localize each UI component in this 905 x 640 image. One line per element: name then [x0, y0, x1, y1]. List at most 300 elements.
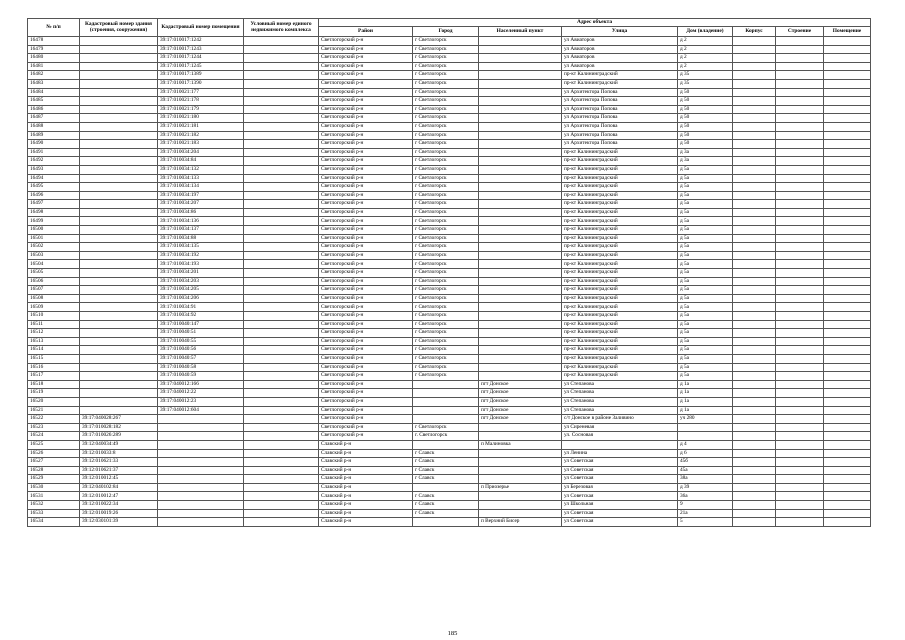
table-cell	[158, 501, 244, 510]
table-cell	[479, 88, 562, 97]
table-cell	[244, 243, 319, 252]
table-cell	[158, 483, 244, 492]
table-cell	[158, 458, 244, 467]
table-cell	[479, 71, 562, 80]
table-cell	[479, 122, 562, 131]
table-row	[28, 269, 871, 278]
table-cell: 39:17:010034:88	[158, 234, 244, 243]
table-cell	[479, 200, 562, 209]
table-cell: д 5а	[678, 174, 733, 183]
table-cell: ул. Сосновая	[562, 432, 678, 441]
table-cell: пр-кт Калининградский	[562, 157, 678, 166]
table-cell	[824, 114, 871, 123]
table-cell	[776, 105, 824, 114]
table-cell	[244, 286, 319, 295]
table-cell	[244, 45, 319, 54]
table-cell: г Светлогорск	[413, 303, 479, 312]
table-cell: Светлогорский р-н	[319, 37, 413, 46]
table-row	[28, 277, 871, 286]
table-cell	[776, 492, 824, 501]
table-cell	[824, 380, 871, 389]
table-cell: г Светлогорск	[413, 174, 479, 183]
table-cell	[824, 97, 871, 106]
table-cell	[733, 54, 776, 63]
table-cell: 39:17:010034:133	[158, 174, 244, 183]
table-cell	[158, 509, 244, 518]
table-cell: пр-кт Калининградский	[562, 200, 678, 209]
table-cell	[244, 492, 319, 501]
table-cell	[479, 277, 562, 286]
table-cell	[733, 226, 776, 235]
table-cell	[80, 174, 158, 183]
table-cell: д 35	[678, 71, 733, 80]
table-cell: Светлогорский р-н	[319, 191, 413, 200]
table-cell: 16508	[28, 294, 80, 303]
table-cell	[824, 346, 871, 355]
table-cell	[733, 320, 776, 329]
table-cell	[824, 79, 871, 88]
table-cell	[824, 397, 871, 406]
table-cell: ул Архитектора Попова	[562, 88, 678, 97]
table-cell: Светлогорский р-н	[319, 363, 413, 372]
table-cell: Светлогорский р-н	[319, 294, 413, 303]
table-cell	[824, 234, 871, 243]
table-cell	[776, 509, 824, 518]
table-cell	[80, 148, 158, 157]
table-cell	[80, 226, 158, 235]
table-cell: 39:17:010040:56	[158, 346, 244, 355]
table-cell: 39:17:040012:23	[158, 397, 244, 406]
table-cell	[244, 200, 319, 209]
table-cell: ул Архитектора Попова	[562, 131, 678, 140]
table-cell	[824, 423, 871, 432]
table-cell: г Славск	[413, 466, 479, 475]
col-district: Район	[319, 27, 413, 37]
table-cell: г Светлогорск	[413, 294, 479, 303]
table-cell	[733, 174, 776, 183]
table-row	[28, 329, 871, 338]
table-row	[28, 234, 871, 243]
table-cell: 16492	[28, 157, 80, 166]
table-cell	[80, 37, 158, 46]
table-cell: г Светлогорск	[413, 269, 479, 278]
table-cell	[776, 234, 824, 243]
table-cell	[733, 475, 776, 484]
table-cell: 16506	[28, 277, 80, 286]
table-cell: ул Советская	[562, 458, 678, 467]
table-cell	[479, 501, 562, 510]
table-cell: ул Архитектора Попова	[562, 105, 678, 114]
table-cell: 16478	[28, 37, 80, 46]
table-cell: 39:12:010012:47	[80, 492, 158, 501]
table-cell: г Светлогорск	[413, 286, 479, 295]
table-cell	[413, 415, 479, 424]
table-cell	[733, 389, 776, 398]
table-cell: пр-кт Калининградский	[562, 217, 678, 226]
table-row	[28, 406, 871, 415]
table-cell	[413, 406, 479, 415]
table-cell	[244, 389, 319, 398]
table-cell: д 2	[678, 37, 733, 46]
table-cell	[824, 518, 871, 527]
table-cell: г Светлогорск	[413, 37, 479, 46]
col-settlement: Населенный пункт	[479, 27, 562, 37]
table-cell: 16505	[28, 269, 80, 278]
table-cell: 39:17:010017:1243	[158, 45, 244, 54]
table-cell	[479, 148, 562, 157]
table-cell	[733, 415, 776, 424]
table-cell: ул Советская	[562, 475, 678, 484]
table-cell	[824, 337, 871, 346]
table-cell: ул Авиаторов	[562, 37, 678, 46]
table-cell: д 5а	[678, 329, 733, 338]
table-cell	[824, 191, 871, 200]
table-cell: ул Школьная	[562, 501, 678, 510]
table-cell: г Светлогорск	[413, 191, 479, 200]
table-row	[28, 208, 871, 217]
table-cell: г Светлогорск	[413, 97, 479, 106]
table-cell	[80, 183, 158, 192]
table-cell	[413, 483, 479, 492]
col-city: Город	[413, 27, 479, 37]
table-cell	[776, 79, 824, 88]
table-cell: Славский р-н	[319, 475, 413, 484]
table-cell	[824, 148, 871, 157]
col-address-group: Адрес объекта	[319, 19, 871, 27]
table-cell	[824, 269, 871, 278]
table-cell: Светлогорский р-н	[319, 122, 413, 131]
table-cell: 39:17:010040:51	[158, 329, 244, 338]
table-cell	[244, 397, 319, 406]
table-cell: 16507	[28, 286, 80, 295]
table-cell	[824, 449, 871, 458]
table-cell	[824, 492, 871, 501]
table-cell: Светлогорский р-н	[319, 251, 413, 260]
page-number: 185	[447, 630, 458, 637]
table-cell	[244, 122, 319, 131]
table-cell	[824, 251, 871, 260]
table-cell	[244, 131, 319, 140]
table-cell	[824, 432, 871, 441]
table-cell	[80, 363, 158, 372]
table-cell: г Светлогорск	[413, 251, 479, 260]
col-korpus: Корпус	[733, 27, 776, 37]
table-cell: г Светлогорск	[413, 329, 479, 338]
table-cell	[776, 354, 824, 363]
col-street: Улица	[562, 27, 678, 37]
table-cell	[244, 329, 319, 338]
table-cell	[479, 234, 562, 243]
table-cell: 39:17:010034:206	[158, 294, 244, 303]
table-cell	[479, 140, 562, 149]
table-cell: Светлогорский р-н	[319, 337, 413, 346]
table-cell	[244, 312, 319, 321]
table-cell	[80, 397, 158, 406]
table-cell	[479, 183, 562, 192]
table-cell	[413, 389, 479, 398]
table-cell: пр-кт Калининградский	[562, 71, 678, 80]
table-cell	[824, 37, 871, 46]
table-cell: пр-кт Калининградский	[562, 312, 678, 321]
table-cell: д 1а	[678, 389, 733, 398]
table-cell: д 5а	[678, 346, 733, 355]
table-cell: д 5а	[678, 260, 733, 269]
table-cell: 5	[678, 518, 733, 527]
table-cell: 39:17:010034:136	[158, 217, 244, 226]
table-cell: Светлогорский р-н	[319, 105, 413, 114]
table-cell: пгт Донское	[479, 415, 562, 424]
table-row	[28, 501, 871, 510]
table-cell: 36а	[678, 492, 733, 501]
table-cell	[733, 363, 776, 372]
table-cell: 39:17:040012:22	[158, 389, 244, 398]
table-cell: Светлогорский р-н	[319, 415, 413, 424]
table-cell	[776, 458, 824, 467]
table-cell	[776, 122, 824, 131]
table-cell	[80, 389, 158, 398]
table-cell	[733, 114, 776, 123]
table-cell: Светлогорский р-н	[319, 131, 413, 140]
table-cell	[776, 363, 824, 372]
table-cell: г Светлогорск	[413, 243, 479, 252]
table-cell	[733, 423, 776, 432]
table-cell: 16526	[28, 449, 80, 458]
table-cell: д 3а	[678, 148, 733, 157]
table-cell: г Светлогорск	[413, 71, 479, 80]
table-cell: 16504	[28, 260, 80, 269]
table-cell: Светлогорский р-н	[319, 329, 413, 338]
table-cell: 39:17:010021:178	[158, 97, 244, 106]
table-row	[28, 243, 871, 252]
table-cell: 39:12:030101:39	[80, 518, 158, 527]
table-cell: 39:17:010034:132	[158, 165, 244, 174]
table-cell	[479, 37, 562, 46]
table-cell: г Светлогорск	[413, 234, 479, 243]
table-cell: 16516	[28, 363, 80, 372]
table-row	[28, 303, 871, 312]
table-cell	[776, 148, 824, 157]
table-row	[28, 71, 871, 80]
table-cell	[244, 415, 319, 424]
table-cell: 45б	[678, 458, 733, 467]
table-row	[28, 97, 871, 106]
table-row	[28, 475, 871, 484]
table-cell	[479, 363, 562, 372]
table-cell: д 2	[678, 45, 733, 54]
table-cell: Славский р-н	[319, 449, 413, 458]
table-cell	[776, 518, 824, 527]
table-cell	[733, 406, 776, 415]
table-cell: пгт Донское	[479, 397, 562, 406]
table-cell: Светлогорский р-н	[319, 286, 413, 295]
table-cell	[733, 157, 776, 166]
table-cell	[244, 114, 319, 123]
table-cell	[678, 423, 733, 432]
table-cell	[824, 354, 871, 363]
table-cell	[733, 105, 776, 114]
table-cell	[776, 449, 824, 458]
table-cell: д 50	[678, 97, 733, 106]
table-cell: 16522	[28, 415, 80, 424]
table-cell	[776, 389, 824, 398]
table-cell: г Светлогорск	[413, 140, 479, 149]
table-cell: пр-кт Калининградский	[562, 174, 678, 183]
table-cell	[733, 208, 776, 217]
table-cell	[479, 131, 562, 140]
table-cell: пр-кт Калининградский	[562, 260, 678, 269]
table-cell: Светлогорский р-н	[319, 174, 413, 183]
table-cell	[776, 269, 824, 278]
table-cell	[244, 337, 319, 346]
table-cell	[776, 303, 824, 312]
table-cell: 9	[678, 501, 733, 510]
table-cell: 16534	[28, 518, 80, 527]
table-cell	[733, 449, 776, 458]
table-cell: 39:12:040034:49	[80, 440, 158, 449]
table-cell	[479, 432, 562, 441]
table-cell	[244, 260, 319, 269]
table-cell: г Светлогорск	[413, 217, 479, 226]
table-cell	[733, 71, 776, 80]
table-cell	[824, 483, 871, 492]
table-cell: 16503	[28, 251, 80, 260]
table-cell: Славский р-н	[319, 458, 413, 467]
table-cell: 16500	[28, 226, 80, 235]
table-row	[28, 415, 871, 424]
table-cell	[733, 37, 776, 46]
table-cell: д 5а	[678, 217, 733, 226]
table-cell: 39:17:010034:203	[158, 277, 244, 286]
table-cell	[479, 475, 562, 484]
table-cell	[158, 449, 244, 458]
table-cell: д 5а	[678, 286, 733, 295]
table-cell	[80, 54, 158, 63]
table-cell: 16520	[28, 397, 80, 406]
table-cell: г Светлогорск	[413, 260, 479, 269]
table-cell	[733, 380, 776, 389]
table-cell	[776, 475, 824, 484]
table-row	[28, 183, 871, 192]
table-cell	[776, 226, 824, 235]
table-cell	[733, 483, 776, 492]
table-cell: д 35	[678, 79, 733, 88]
table-cell	[479, 509, 562, 518]
table-cell: Светлогорский р-н	[319, 432, 413, 441]
table-cell	[244, 88, 319, 97]
table-cell: д 5а	[678, 372, 733, 381]
table-cell	[733, 148, 776, 157]
table-body	[28, 37, 871, 527]
table-cell: г Светлогорск	[413, 354, 479, 363]
table-cell: ул Степанова	[562, 397, 678, 406]
table-cell: пр-кт Калининградский	[562, 286, 678, 295]
table-cell: Светлогорский р-н	[319, 165, 413, 174]
table-cell: д 5а	[678, 226, 733, 235]
table-cell	[80, 200, 158, 209]
table-cell: Светлогорский р-н	[319, 226, 413, 235]
table-cell: пр-кт Калининградский	[562, 269, 678, 278]
table-cell: пр-кт Калининградский	[562, 79, 678, 88]
table-cell: 16496	[28, 191, 80, 200]
table-cell	[776, 208, 824, 217]
table-cell	[479, 105, 562, 114]
table-cell: д 5а	[678, 183, 733, 192]
table-cell: 39:17:040028:267	[80, 415, 158, 424]
table-cell	[244, 440, 319, 449]
table-cell: 39:17:010040:147	[158, 320, 244, 329]
table-cell	[776, 432, 824, 441]
table-cell	[824, 183, 871, 192]
table-cell: пгт Донское	[479, 380, 562, 389]
table-cell	[824, 131, 871, 140]
table-cell	[244, 423, 319, 432]
table-row	[28, 37, 871, 46]
table-cell: д 1а	[678, 406, 733, 415]
table-cell: д 6	[678, 449, 733, 458]
table-cell	[776, 312, 824, 321]
table-cell	[824, 389, 871, 398]
table-cell	[80, 157, 158, 166]
table-cell: ул Сиреневая	[562, 423, 678, 432]
table-cell	[824, 458, 871, 467]
table-cell	[776, 217, 824, 226]
table-cell: 39:17:010034:207	[158, 200, 244, 209]
table-cell: 39:17:010026:289	[80, 432, 158, 441]
table-cell: Светлогорский р-н	[319, 303, 413, 312]
table-cell: 16497	[28, 200, 80, 209]
table-cell	[824, 415, 871, 424]
table-row	[28, 251, 871, 260]
table-row	[28, 380, 871, 389]
table-cell: пр-кт Калининградский	[562, 277, 678, 286]
table-cell: 16530	[28, 483, 80, 492]
table-cell: Светлогорский р-н	[319, 234, 413, 243]
table-cell: г Славск	[413, 475, 479, 484]
table-row	[28, 45, 871, 54]
table-row	[28, 372, 871, 381]
table-cell	[80, 329, 158, 338]
table-cell: д 5а	[678, 243, 733, 252]
table-cell	[80, 380, 158, 389]
table-cell	[733, 165, 776, 174]
table-cell	[80, 269, 158, 278]
table-cell	[244, 432, 319, 441]
table-cell	[244, 54, 319, 63]
table-cell	[158, 423, 244, 432]
table-cell: 16494	[28, 174, 80, 183]
table-cell: пр-кт Калининградский	[562, 243, 678, 252]
table-cell	[776, 372, 824, 381]
table-cell: 16501	[28, 234, 80, 243]
table-cell: Славский р-н	[319, 501, 413, 510]
table-cell: Светлогорский р-н	[319, 260, 413, 269]
table-cell: ул Архитектора Попова	[562, 140, 678, 149]
table-cell: 39:17:010017:1244	[158, 54, 244, 63]
table-cell: д 5а	[678, 312, 733, 321]
table-cell	[824, 174, 871, 183]
table-cell: г Светлогорск	[413, 372, 479, 381]
table-row	[28, 492, 871, 501]
table-cell: ул Степанова	[562, 406, 678, 415]
table-cell: 39:17:010017:1242	[158, 37, 244, 46]
table-cell	[824, 165, 871, 174]
table-cell: 39:17:010040:58	[158, 363, 244, 372]
table-cell	[733, 458, 776, 467]
col-num: № п/п	[28, 19, 80, 37]
table-cell	[776, 183, 824, 192]
table-cell	[733, 518, 776, 527]
table-cell	[80, 191, 158, 200]
